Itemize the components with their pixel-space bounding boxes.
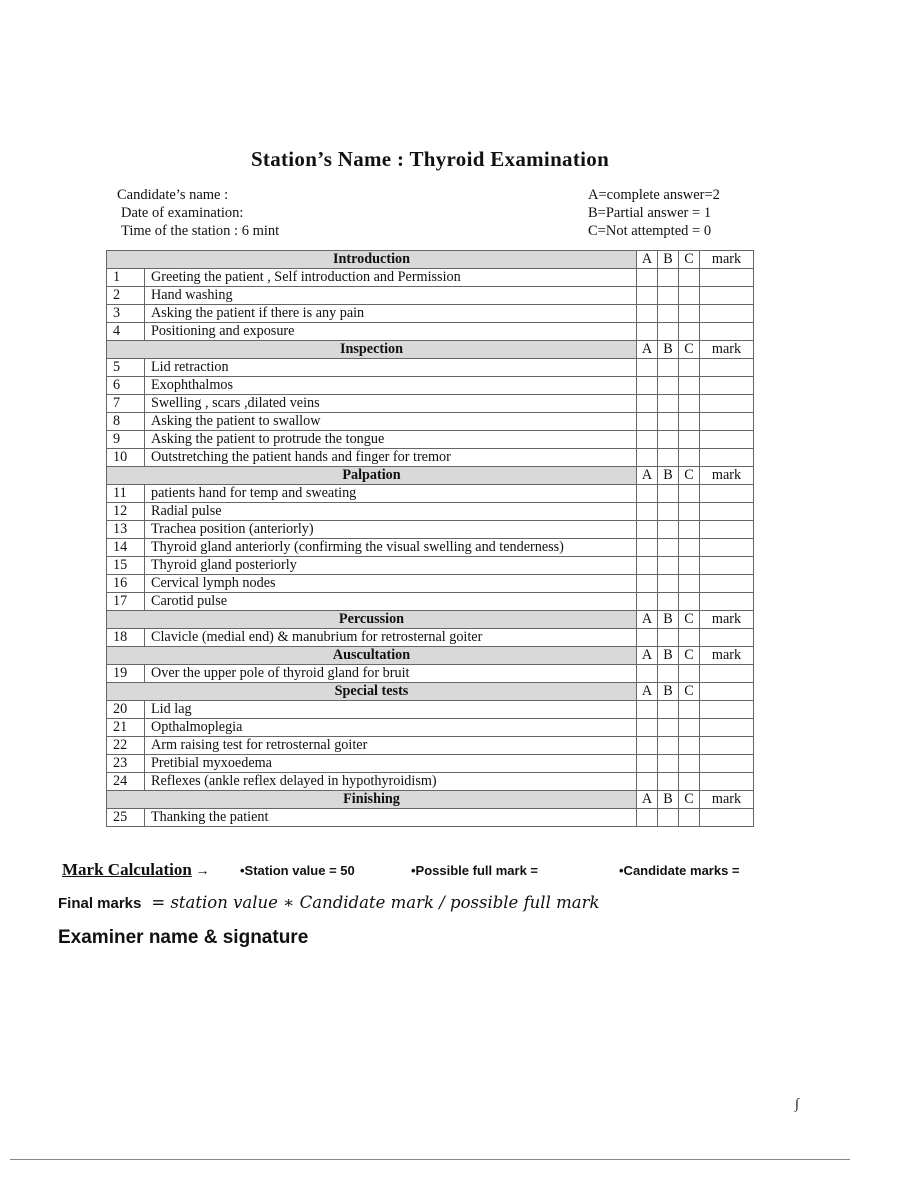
station-value: •Station value = 50: [240, 863, 355, 878]
section-title: Inspection: [107, 341, 637, 359]
table-row: [107, 359, 754, 377]
mark-cell[interactable]: [700, 323, 754, 341]
score-a-cell[interactable]: [637, 413, 658, 431]
score-c-cell[interactable]: [679, 665, 700, 683]
table-row: [107, 665, 754, 683]
score-b-cell[interactable]: [658, 485, 679, 503]
score-b-cell[interactable]: [658, 323, 679, 341]
col-a-header: A: [637, 683, 658, 701]
final-marks-formula: = station value ∗ Candidate mark / possible full mark: [151, 893, 600, 912]
score-c-cell[interactable]: [679, 269, 700, 287]
score-b-cell[interactable]: [658, 359, 679, 377]
score-a-cell[interactable]: [637, 305, 658, 323]
score-c-cell[interactable]: [679, 809, 700, 827]
item-number: 20: [107, 701, 145, 719]
mark-cell[interactable]: [700, 449, 754, 467]
score-c-cell[interactable]: [679, 431, 700, 449]
mark-calculation-label: Mark Calculation: [62, 860, 192, 879]
score-a-cell[interactable]: [637, 377, 658, 395]
score-c-cell[interactable]: [679, 287, 700, 305]
score-b-cell[interactable]: [658, 395, 679, 413]
item-text: Cervical lymph nodes: [145, 575, 637, 593]
table-row: [107, 557, 754, 575]
col-a-header: A: [637, 647, 658, 665]
col-b-header: B: [658, 791, 679, 809]
col-mark-header: [700, 683, 754, 701]
item-number: 6: [107, 377, 145, 395]
score-a-cell[interactable]: [637, 665, 658, 683]
mark-cell[interactable]: [700, 773, 754, 791]
score-a-cell[interactable]: [637, 431, 658, 449]
item-text: Exophthalmos: [145, 377, 637, 395]
item-text: Radial pulse: [145, 503, 637, 521]
item-number: 1: [107, 269, 145, 287]
score-b-cell[interactable]: [658, 287, 679, 305]
section-header: [107, 611, 754, 629]
score-a-cell[interactable]: [637, 287, 658, 305]
item-text: Outstretching the patient hands and finger for tremor: [145, 449, 637, 467]
mark-cell[interactable]: [700, 287, 754, 305]
item-text: Positioning and exposure: [145, 323, 637, 341]
score-a-cell[interactable]: [637, 809, 658, 827]
item-text: Reflexes (ankle reflex delayed in hypothyroidism): [145, 773, 637, 791]
col-mark-header: mark: [700, 791, 754, 809]
item-number: 11: [107, 485, 145, 503]
table-row: [107, 809, 754, 827]
mark-cell[interactable]: [700, 305, 754, 323]
item-number: 4: [107, 323, 145, 341]
exam-date-label: Date of examination:: [121, 205, 244, 221]
arrow-icon: →: [195, 862, 210, 878]
item-text: Asking the patient if there is any pain: [145, 305, 637, 323]
score-b-cell[interactable]: [658, 431, 679, 449]
score-c-cell[interactable]: [679, 575, 700, 593]
item-number: 7: [107, 395, 145, 413]
col-a-header: A: [637, 251, 658, 269]
section-title: Percussion: [107, 611, 637, 629]
mark-cell[interactable]: [700, 701, 754, 719]
mark-cell[interactable]: [700, 269, 754, 287]
mark-cell[interactable]: [700, 377, 754, 395]
table-row: [107, 701, 754, 719]
col-c-header: C: [679, 341, 700, 359]
score-a-cell[interactable]: [637, 323, 658, 341]
corner-mark: ∫: [795, 1097, 799, 1112]
mark-cell[interactable]: [700, 557, 754, 575]
item-text: Over the upper pole of thyroid gland for bruit: [145, 665, 637, 683]
score-c-cell[interactable]: [679, 521, 700, 539]
mark-cell[interactable]: [700, 629, 754, 647]
section-title: Introduction: [107, 251, 637, 269]
mark-cell[interactable]: [700, 539, 754, 557]
item-text: Pretibial myxoedema: [145, 755, 637, 773]
score-b-cell[interactable]: [658, 449, 679, 467]
score-c-cell[interactable]: [679, 377, 700, 395]
table-row: [107, 449, 754, 467]
score-c-cell[interactable]: [679, 629, 700, 647]
col-a-header: A: [637, 611, 658, 629]
item-text: Swelling , scars ,dilated veins: [145, 395, 637, 413]
score-a-cell[interactable]: [637, 503, 658, 521]
col-mark-header: mark: [700, 467, 754, 485]
item-number: 17: [107, 593, 145, 611]
score-b-cell[interactable]: [658, 305, 679, 323]
table-row: [107, 539, 754, 557]
item-number: 5: [107, 359, 145, 377]
item-text: Trachea position (anteriorly): [145, 521, 637, 539]
score-a-cell[interactable]: [637, 575, 658, 593]
table-row: [107, 323, 754, 341]
section-header: [107, 341, 754, 359]
mark-cell[interactable]: [700, 503, 754, 521]
score-a-cell[interactable]: [637, 395, 658, 413]
item-number: 12: [107, 503, 145, 521]
candidate-marks: •Candidate marks =: [619, 863, 740, 878]
score-c-cell[interactable]: [679, 503, 700, 521]
score-c-cell[interactable]: [679, 395, 700, 413]
item-number: 24: [107, 773, 145, 791]
station-time-label: Time of the station : 6 mint: [121, 223, 280, 239]
score-a-cell[interactable]: [637, 737, 658, 755]
footer-divider: [10, 1159, 850, 1160]
table-row: [107, 521, 754, 539]
score-c-cell[interactable]: [679, 755, 700, 773]
table-row: [107, 413, 754, 431]
score-c-cell[interactable]: [679, 449, 700, 467]
score-a-cell[interactable]: [637, 449, 658, 467]
score-a-cell[interactable]: [637, 593, 658, 611]
item-number: 2: [107, 287, 145, 305]
score-a-cell[interactable]: [637, 557, 658, 575]
mark-calculation: [62, 860, 740, 880]
col-c-header: C: [679, 611, 700, 629]
section-header: [107, 647, 754, 665]
score-c-cell[interactable]: [679, 359, 700, 377]
mark-cell[interactable]: [700, 521, 754, 539]
score-c-cell[interactable]: [679, 323, 700, 341]
score-c-cell[interactable]: [679, 737, 700, 755]
table-row: [107, 773, 754, 791]
grade-key-b: B=Partial answer = 1: [588, 205, 712, 221]
item-number: 19: [107, 665, 145, 683]
mark-cell[interactable]: [700, 809, 754, 827]
mark-cell[interactable]: [700, 593, 754, 611]
section-header: [107, 791, 754, 809]
score-b-cell[interactable]: [658, 503, 679, 521]
col-mark-header: mark: [700, 611, 754, 629]
score-a-cell[interactable]: [637, 629, 658, 647]
score-c-cell[interactable]: [679, 719, 700, 737]
score-c-cell[interactable]: [679, 557, 700, 575]
col-a-header: A: [637, 791, 658, 809]
table-row: [107, 719, 754, 737]
item-number: 25: [107, 809, 145, 827]
item-text: Asking the patient to protrude the tongue: [145, 431, 637, 449]
item-text: Lid lag: [145, 701, 637, 719]
section-title: Palpation: [107, 467, 637, 485]
score-b-cell[interactable]: [658, 773, 679, 791]
item-text: Carotid pulse: [145, 593, 637, 611]
item-text: Asking the patient to swallow: [145, 413, 637, 431]
score-b-cell[interactable]: [658, 269, 679, 287]
score-c-cell[interactable]: [679, 539, 700, 557]
section-header: [107, 683, 754, 701]
grading-key: [588, 186, 720, 240]
score-b-cell[interactable]: [658, 719, 679, 737]
score-c-cell[interactable]: [679, 413, 700, 431]
col-b-header: B: [658, 647, 679, 665]
grade-key-c: C=Not attempted = 0: [588, 223, 712, 239]
item-text: patients hand for temp and sweating: [145, 485, 637, 503]
score-c-cell[interactable]: [679, 701, 700, 719]
score-b-cell[interactable]: [658, 593, 679, 611]
col-c-header: C: [679, 251, 700, 269]
score-c-cell[interactable]: [679, 593, 700, 611]
table-row: [107, 305, 754, 323]
col-b-header: B: [658, 341, 679, 359]
item-text: Lid retraction: [145, 359, 637, 377]
item-number: 8: [107, 413, 145, 431]
section-title: Special tests: [107, 683, 637, 701]
col-b-header: B: [658, 683, 679, 701]
item-text: Greeting the patient , Self introduction and Permission: [145, 269, 637, 287]
col-c-header: C: [679, 647, 700, 665]
mark-cell[interactable]: [700, 737, 754, 755]
candidate-name-label: Candidate’s name :: [117, 187, 229, 203]
col-b-header: B: [658, 611, 679, 629]
mark-cell[interactable]: [700, 359, 754, 377]
table-row: [107, 503, 754, 521]
mark-cell[interactable]: [700, 395, 754, 413]
col-c-header: C: [679, 683, 700, 701]
table-row: [107, 485, 754, 503]
examiner-signature-label: Examiner name & signature: [58, 927, 309, 948]
score-a-cell[interactable]: [637, 521, 658, 539]
mark-cell[interactable]: [700, 755, 754, 773]
final-marks: [58, 893, 599, 913]
score-b-cell[interactable]: [658, 701, 679, 719]
score-c-cell[interactable]: [679, 305, 700, 323]
item-text: Thyroid gland anteriorly (confirming the visual swelling and tenderness): [145, 539, 637, 557]
item-number: 18: [107, 629, 145, 647]
score-b-cell[interactable]: [658, 377, 679, 395]
grade-key-a: A=complete answer=2: [588, 187, 720, 203]
item-number: 22: [107, 737, 145, 755]
col-a-header: A: [637, 341, 658, 359]
col-b-header: B: [658, 251, 679, 269]
item-text: Arm raising test for retrosternal goiter: [145, 737, 637, 755]
col-b-header: B: [658, 467, 679, 485]
score-a-cell[interactable]: [637, 701, 658, 719]
table-row: [107, 269, 754, 287]
mark-cell[interactable]: [700, 575, 754, 593]
item-number: 21: [107, 719, 145, 737]
col-a-header: A: [637, 467, 658, 485]
col-mark-header: mark: [700, 647, 754, 665]
table-row: [107, 287, 754, 305]
score-a-cell[interactable]: [637, 539, 658, 557]
score-b-cell[interactable]: [658, 521, 679, 539]
score-b-cell[interactable]: [658, 665, 679, 683]
possible-full-mark: •Possible full mark =: [411, 863, 539, 878]
checklist-table: [106, 250, 754, 827]
score-b-cell[interactable]: [658, 413, 679, 431]
final-marks-label: Final marks: [58, 895, 142, 912]
item-text: Clavicle (medial end) & manubrium for retrosternal goiter: [145, 629, 637, 647]
item-number: 3: [107, 305, 145, 323]
item-text: Hand washing: [145, 287, 637, 305]
table-row: [107, 377, 754, 395]
score-b-cell[interactable]: [658, 737, 679, 755]
item-number: 15: [107, 557, 145, 575]
item-number: 9: [107, 431, 145, 449]
item-number: 10: [107, 449, 145, 467]
section-title: Finishing: [107, 791, 637, 809]
col-c-header: C: [679, 467, 700, 485]
score-a-cell[interactable]: [637, 755, 658, 773]
score-a-cell[interactable]: [637, 719, 658, 737]
item-number: 14: [107, 539, 145, 557]
score-a-cell[interactable]: [637, 359, 658, 377]
col-mark-header: mark: [700, 251, 754, 269]
score-c-cell[interactable]: [679, 485, 700, 503]
score-b-cell[interactable]: [658, 575, 679, 593]
section-header: [107, 467, 754, 485]
score-b-cell[interactable]: [658, 557, 679, 575]
item-text: Opthalmoplegia: [145, 719, 637, 737]
table-row: [107, 593, 754, 611]
table-row: [107, 575, 754, 593]
item-number: 13: [107, 521, 145, 539]
mark-cell[interactable]: [700, 719, 754, 737]
table-row: [107, 737, 754, 755]
table-row: [107, 755, 754, 773]
table-row: [107, 629, 754, 647]
item-number: 23: [107, 755, 145, 773]
score-b-cell[interactable]: [658, 809, 679, 827]
mark-cell[interactable]: [700, 485, 754, 503]
item-number: 16: [107, 575, 145, 593]
page-title: Station’s Name : Thyroid Examination: [250, 147, 610, 171]
col-c-header: C: [679, 791, 700, 809]
score-a-cell[interactable]: [637, 485, 658, 503]
mark-cell[interactable]: [700, 431, 754, 449]
table-row: [107, 431, 754, 449]
score-c-cell[interactable]: [679, 773, 700, 791]
section-title: Auscultation: [107, 647, 637, 665]
score-a-cell[interactable]: [637, 269, 658, 287]
item-text: Thanking the patient: [145, 809, 637, 827]
score-a-cell[interactable]: [637, 773, 658, 791]
mark-cell[interactable]: [700, 413, 754, 431]
candidate-info: [117, 186, 279, 240]
mark-cell[interactable]: [700, 665, 754, 683]
section-header: [107, 251, 754, 269]
score-b-cell[interactable]: [658, 755, 679, 773]
table-row: [107, 395, 754, 413]
score-b-cell[interactable]: [658, 629, 679, 647]
col-mark-header: mark: [700, 341, 754, 359]
item-text: Thyroid gland posteriorly: [145, 557, 637, 575]
score-b-cell[interactable]: [658, 539, 679, 557]
